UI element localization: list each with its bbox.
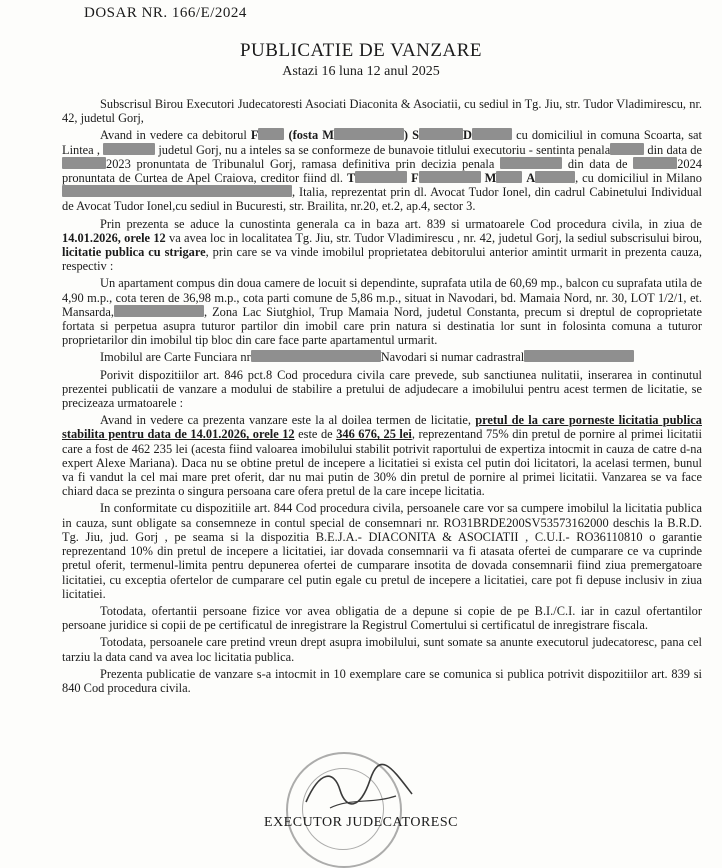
redaction-box — [419, 128, 463, 140]
redaction-box — [496, 171, 522, 183]
redaction-box — [62, 157, 106, 169]
paragraph-intro: Subscrisul Birou Executori Judecatoresti Asociati Diaconita & Asociatii, cu sediul in Tg. Jiu, str. Tudor Vladimirescu, nr. 42, judetul Gorj, — [62, 97, 702, 126]
signature-title: EXECUTOR JUDECATORESC — [264, 815, 458, 830]
document-body — [62, 97, 702, 698]
paragraph-copies: Prezenta publicatie de vanzare s-a intocmit in 10 exemplare care se comunica si publica potrivit dispozitiilor art. 839 si 840 Cod procedura civila. — [62, 666, 702, 695]
redaction-box — [62, 185, 292, 197]
paragraph-price: Avand in vedere ca prezenta vanzare este la al doilea termen de licitatie, pretul de la care porneste licitatia publica stabilita pentru data de 14.01.2026, orele 12 este de 346 676, 25 lei, reprezentand 75% din pretul de pornire al primei licitatii care a fost de 462 235 lei (acesta fiind valoarea imobilului stabilit potrivit raportului de expertiza intocmit in cauza de catre d-na expert Alexe Mariana). Daca nu se obtine pretul de incepere a licitatiei si exista cel putin doi licitatori, la acelasi termen, bunul va fi vandut la cel mai mare pret oferit, dar nu mai putin de 30% din pretul de pornire al primei licitatii. Vanzarea se va face chiard daca se prezinta o singura persoana care ofera pretul de la care incepe licitatia. — [62, 413, 702, 499]
redaction-box — [258, 128, 284, 140]
redaction-box — [355, 171, 407, 183]
paragraph-auction-notice: Prin prezenta se aduce la cunostinta generala ca in baza art. 839 si urmatoarele Cod procedura civila, in ziua de 14.01.2026, orele 12 va avea loc in localitatea Tg. Jiu, str. Tudor Vladimirescu , nr. 42, judetul Gorj, la sediul subscrisului birou, licitatie publica cu strigare, prin care se va vinde imobilul proprietatea debitorului anterior amintit urmarit in prezenta cauza, respectiv : — [62, 216, 702, 274]
redaction-box — [334, 128, 404, 140]
document-title: PUBLICATIE DE VANZARE — [239, 40, 483, 61]
paragraph-land-registry: Imobilul are Carte Funciara nr Navodari si numar cadrastral — [62, 350, 702, 364]
paragraph-claims: Totodata, persoanele care pretind vreun drept asupra imobilului, sunt somate sa anunte executorul judecatoresc, pana cel tarziu la data cand va avea loc licitatia publica. — [62, 635, 702, 664]
paragraph-guarantee: In conformitate cu dispozitiile art. 844 Cod procedura civila, persoanele care vor sa cumpere imobilul la licitatia publica in cauza, sunt obligate sa consemneze in contul special de consemnari nr. RO31BRDE200SV53573162000 deschis la B.R.D. Tg. Jiu, jud. Gorj , pe seama si la dispozitia B.E.J.A.- DIACONITA & ASOCIATII , C.U.I.- RO36110810 o garantie reprezentand 10% din pretul de incepere a licitatiei, iar dovada consemnarii va fi atasata ofertei de cumparare ce va cuprinde pretul oferit, termenul-limita pentru depunerea ofertei de cumparare insotita de dovada consemnarii fiind ziua premergatoare licitatiei, cu exceptia ofertelor de cumparare cel putin egale cu pretul de incepere a licitatiei, care pot fi depuse inclusiv in ziua licitatiei. — [62, 501, 702, 601]
redaction-box — [472, 128, 512, 140]
paragraph-property: Un apartament compus din doua camere de locuit si dependinte, suprafata utila de 60,69 mp., balcon cu suprafata utila de 4,90 m.p., cota teren de 36,98 m.p., cota parti comune de 5,86 m.p., situat in Navodari, bd. Mamaia Nord, nr. 30, LOT 1/2/1, et. Mansarda, , Zona Lac Siutghiol, Trup Mamaia Nord, judetul Constanta, precum si dreptul de coproprietate fortata si perpetua asupra tuturor partilor din imobil care prin natura si destinatia lor sunt in folosinta comuna a tuturor proprietarilor din imobilul tip bloc din care face parte apartamentul urmarit. — [62, 276, 702, 348]
redaction-box — [633, 157, 677, 169]
redaction-box — [103, 143, 155, 155]
redaction-box — [535, 171, 575, 183]
handwritten-signature — [300, 760, 420, 820]
redaction-box — [524, 350, 634, 362]
redaction-box — [419, 171, 481, 183]
redaction-box — [114, 305, 204, 317]
case-number: DOSAR NR. 166/E/2024 — [84, 5, 247, 21]
redaction-box — [500, 157, 562, 169]
redaction-box — [251, 350, 381, 362]
paragraph-debtor: Avand in vedere ca debitorul F (fosta M ) S D cu domiciliul in comuna Scoarta, sat Lintea , judetul Gorj, nu a inteles sa se conformeze de bunavoie titlului executoriu - sentinta penala din data de 2023 pronuntata de Tribunalul Gorj, ramasa definitiva prin decizia penala din data de 2024 pronuntata de Curtea de Apel Craiova, creditor fiind dl. T F M A , cu domiciliul in Milano , Italia, reprezentat prin dl. Avocat Tudor Ionel, din cadrul Cabinetului Individual de Avocat Tudor Ionel,cu sediul in Bucuresti, str. Brailita, nr.20, et.2, ap.4, sector 3. — [62, 128, 702, 214]
paragraph-documents: Totodata, ofertantii persoane fizice vor avea obligatia de a depune si copie de pe B.I./C.I. iar in cazul ofertantilor persoane juridice si copii de pe certificatul de inregistrare la Registrul Comertului si certificatul de inregistrare fiscala. — [62, 603, 702, 633]
redaction-box — [610, 143, 644, 155]
document-date: Astazi 16 luna 12 anul 2025 — [282, 64, 440, 79]
paragraph-legal-basis: Porivit dispozitiilor art. 846 pct.8 Cod procedura civila care prevede, sub sanctiunea nulitatii, inserarea in continutul prezentei publicatii de vanzare a modului de stabilire a pretului de adjudecare a imobilului pentru acest termen de licitatie, se precizeaza urmatoarele : — [62, 367, 702, 411]
